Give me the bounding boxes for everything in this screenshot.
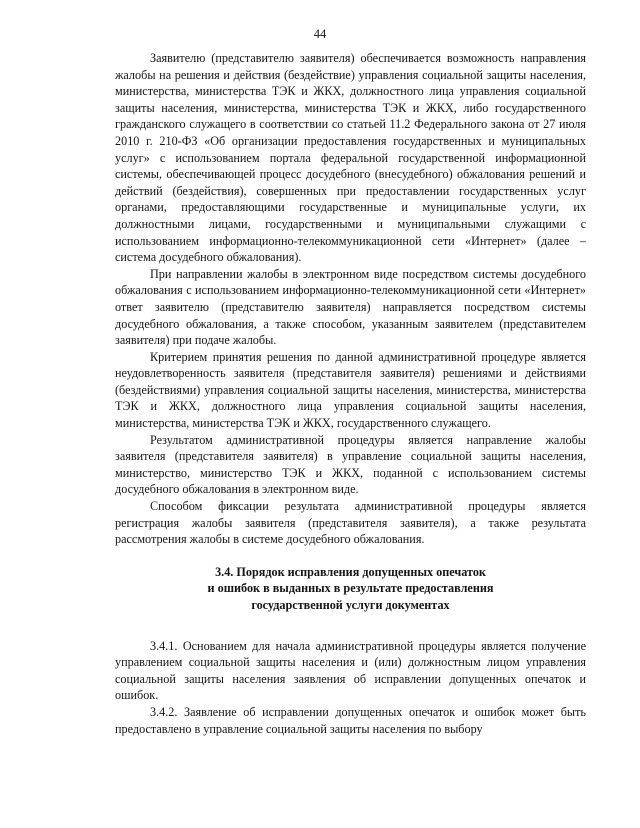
section-heading-line-1: 3.4. Порядок исправления допущенных опечаток — [215, 564, 486, 579]
section-heading — [115, 564, 586, 614]
section-heading-line-2: и ошибок в выданных в результате предоставления — [207, 581, 494, 596]
paragraph-3-4-2: 3.4.2. Заявление об исправлении допущенных опечаток и ошибок может быть предоставлено в управление социальной защиты населения по выбору — [115, 704, 586, 736]
page-number: 44 — [313, 27, 327, 41]
paragraph-complaint-right: Заявителю (представителю заявителя) обеспечивается возможность направления жалобы на решения и действия (бездействие) управления социальной защиты населения, министерства, министерства ТЭК и ЖКХ, должностного лица управления социальной защиты населения, министерства, министерства ТЭК и ЖКХ, либо государственного гражданского служащего в соответствии со статьей 11.2 Федерального закона от 27 июля 2010 г. 210-ФЗ «Об организации предоставления государственных и муниципальных услуг» с использованием портала федеральной государственной информационной системы, обеспечивающей процесс досудебного (внесудебного) обжалования решений и действий (бездействия), совершенных при предоставлении государственных услуг органами, предоставляющими государственные и муниципальные услуги, их должностными лицами, государственными и муниципальными служащими с использованием информационно-телекоммуникационной сети «Интернет» (далее – система досудебного обжалования). — [115, 51, 586, 265]
section-heading-line-3: государственной услуги документах — [251, 598, 450, 612]
paragraph-electronic-complaint: При направлении жалобы в электронном виде посредством системы досудебного обжалования с использованием информационно-телекоммуникационной сети «Интернет» ответ заявителю (представителю заявителя) направляется посредством системы досудебного обжалования, а также способом, указанным заявителем (представителем заявителя) при подаче жалобы. — [115, 266, 586, 348]
paragraph-3-4-1: 3.4.1. Основанием для начала административной процедуры является получение управлением социальной защиты населения и (или) должностным лицом управления социальной защиты населения заявления об исправлении допущенных опечаток и ошибок. — [115, 638, 586, 703]
document-body — [115, 50, 586, 737]
paragraph-procedure-result: Результатом административной процедуры является направление жалобы заявителя (представителя заявителя) в управление социальной защиты населения, министерство, министерство ТЭК и ЖКХ, поданной с использованием системы досудебного обжалования в электронном виде. — [115, 432, 586, 497]
paragraph-result-fixation: Способом фиксации результата административной процедуры является регистрация жалобы заявителя (представителя заявителя), а также результата рассмотрения жалобы в системе досудебного обжалования. — [115, 499, 586, 547]
paragraph-decision-criterion: Критерием принятия решения по данной административной процедуре является неудовлетворенность заявителя (представителя заявителя) решениями и действиями (бездействиями) управления социальной защиты населения, министерства, министерства ТЭК и ЖКХ, должностного лица управления социальной защиты населения, министерства, министерства ТЭК и ЖКХ, государственного служащего. — [115, 349, 586, 431]
